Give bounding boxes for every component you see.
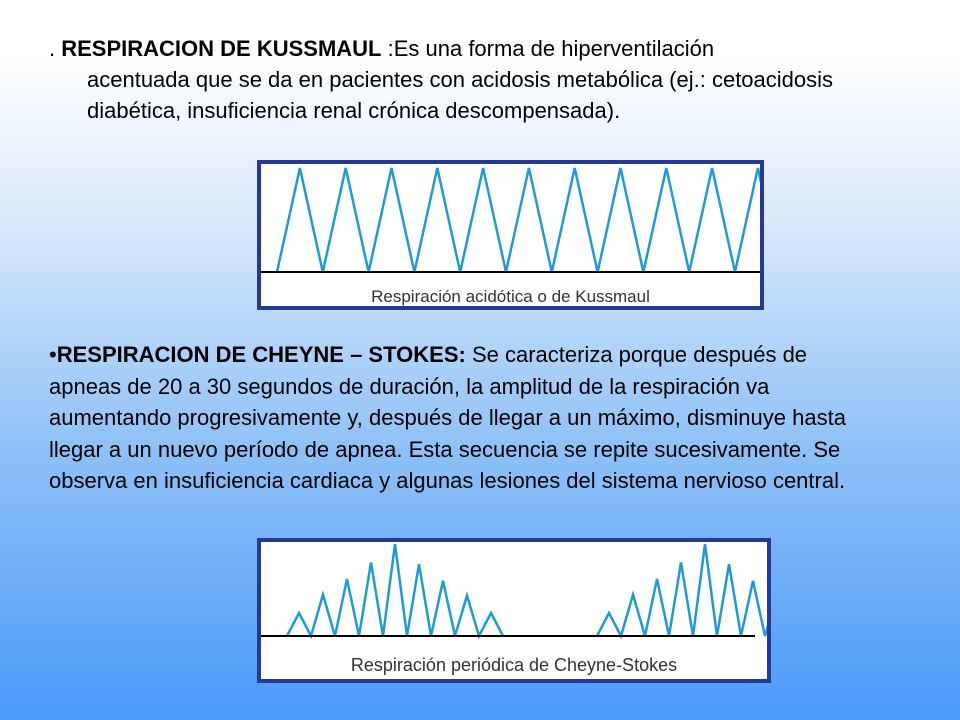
cheyne-stokes-figure <box>257 538 771 683</box>
kussmaul-waveform <box>261 164 760 306</box>
kussmaul-figure <box>257 160 764 310</box>
cheyne-stokes-title: RESPIRACION DE CHEYNE – STOKES: <box>56 342 466 367</box>
cheyne-stokes-paragraph <box>49 339 849 497</box>
cheyne-stokes-text: Se caracteriza porque después de apneas de 20 a 30 segundos de duración, la amplitud de la respiración va aumentando progresivamente y, después de llegar a un máximo, disminuye hasta llegar a un nuevo período de apnea. Esta secuencia se repite sucesivamente. Se observa en insuficiencia cardiaca y algunas lesiones del sistema nervioso central. <box>49 342 846 493</box>
kussmaul-figure-caption: Respiración acidótica o de Kussmaul <box>371 287 650 306</box>
bullet: • <box>49 342 57 367</box>
cheyne-cycle-2 <box>597 544 767 636</box>
kussmaul-lead: . <box>49 36 62 61</box>
kussmaul-text-rest: acentuada que se da en pacientes con acidosis metabólica (ej.: cetoacidosis diabética, insuficiencia renal crónica descompensada). <box>87 67 834 123</box>
cheyne-stokes-figure-caption: Respiración periódica de Cheyne-Stokes <box>350 655 678 675</box>
cheyne-cycle-1 <box>287 544 503 636</box>
kussmaul-text-first: :Es una forma de hiperventilación <box>381 36 715 61</box>
kussmaul-paragraph <box>49 33 929 126</box>
kussmaul-title: RESPIRACION DE KUSSMAUL <box>61 36 382 61</box>
kussmaul-wave-line <box>277 168 760 272</box>
